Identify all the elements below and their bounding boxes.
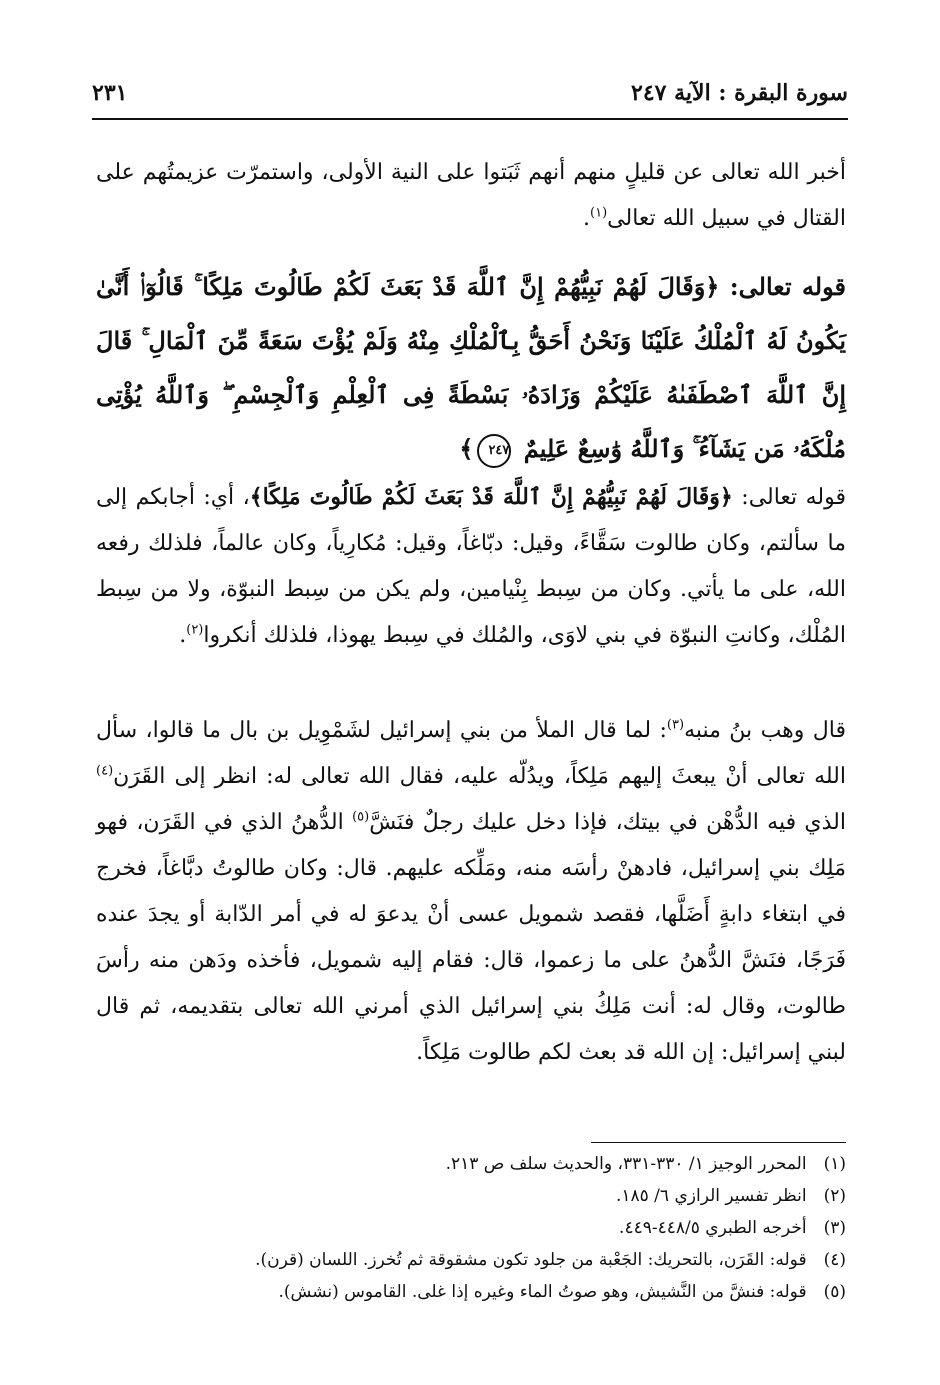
paragraph-1-end: . bbox=[583, 206, 591, 231]
paragraph-1 bbox=[96, 150, 846, 242]
footnote-text: انظر تفسير الرازي ٦/ ١٨٥. bbox=[615, 1186, 807, 1206]
surah-title: سورة البقرة : الآية ٢٤٧ bbox=[631, 80, 848, 106]
footnote-number: (١) bbox=[823, 1154, 846, 1174]
verse-text: ﴿وَقَالَ لَهُمْ نَبِيُّهُمْ إِنَّ ٱللَّهَ قَدْ بَعَثَ لَكُمْ طَالُوتَ مَلِكًا ۚ قَالُوٓا۟ أَنَّىٰ يَكُونُ لَهُ ٱلْمُلْكُ عَلَيْنَا وَنَحْنُ أَحَقُّ بِٱلْمُلْكِ مِنْهُ وَلَمْ يُؤْتَ سَعَةً مِّنَ ٱلْمَالِ ۚ قَالَ إِنَّ ٱللَّهَ ٱصْطَفَىٰهُ عَلَيْكُمْ وَزَادَهُۥ بَسْطَةً فِى ٱلْعِلْمِ وَٱلْجِسْمِ ۖ وَٱللَّهُ يُؤْتِى مُلْكَهُۥ مَن يَشَآءُ ۚ وَٱللَّهُ وَٰسِعٌ عَلِيمٌ bbox=[96, 272, 846, 463]
paragraph-3-s3: الذي فيه الدُّهْن في بيتك، فإذا دخل عليك رجلٌ فنَشَّ bbox=[369, 810, 846, 835]
footnote-item bbox=[150, 1180, 846, 1212]
footnote-ref-2[interactable]: (٢) bbox=[186, 622, 204, 638]
footnote-ref-5[interactable]: (٥) bbox=[352, 809, 370, 825]
footnote-ref-4[interactable]: (٤) bbox=[96, 763, 114, 779]
paragraph-3-s1: قال وهب بنُ منبه bbox=[684, 718, 846, 743]
paragraph-3-s2: : لما قال الملأ من بني إسرائيل لشَمْوِيل بن بال ما قالوا، سأل الله تعالى أنْ يبعثَ إليهم مَلِكاً، ويدُلّه عليه، فقال الله تعالى له: انظر إلى القَرَن bbox=[96, 718, 846, 789]
footnote-number: (٥) bbox=[823, 1282, 846, 1302]
footnote-text: المحرر الوجيز ١/ ٣٣٠-٣٣١، والحديث سلف ص ٢١٣. bbox=[445, 1154, 807, 1174]
verse-lead: قوله تعالى: bbox=[729, 272, 846, 301]
paragraph-2-lead: قوله تعالى: bbox=[741, 485, 847, 510]
page-number: ٢٣١ bbox=[92, 80, 128, 106]
running-header bbox=[92, 74, 848, 120]
footnote-number: (٤) bbox=[823, 1250, 846, 1270]
footnote-item bbox=[150, 1148, 846, 1180]
paragraph-2-quote: ﴿وَقَالَ لَهُمْ نَبِيُّهُمْ إِنَّ ٱللَّهَ قَدْ بَعَثَ لَكُمْ طَالُوتَ مَلِكًا﴾ bbox=[249, 484, 733, 510]
paragraph-2 bbox=[96, 474, 846, 659]
footnote-text: أخرجه الطبري ٤٤٨/٥-٤٤٩. bbox=[619, 1218, 807, 1238]
footnote-separator bbox=[591, 1142, 846, 1143]
footnote-item bbox=[150, 1212, 846, 1244]
ayah-number-marker: ٢٤٧ bbox=[477, 434, 511, 468]
paragraph-1-text: أخبر الله تعالى عن قليلٍ منهم أنهم ثَبَتوا على النية الأولى، واستمرّت عزيمتُهم على القتال في سبيل الله تعالى bbox=[96, 160, 846, 231]
footnote-ref-3[interactable]: (٣) bbox=[666, 717, 685, 733]
footnote-item bbox=[150, 1276, 846, 1308]
footnotes-list bbox=[150, 1148, 846, 1308]
footnote-number: (٢) bbox=[823, 1186, 846, 1206]
footnote-text: قوله: فنشَّ من النَّشيش، وهو صوتُ الماء وغيره إذا غلى. القاموس (نشش). bbox=[278, 1282, 807, 1302]
quran-verse-block bbox=[96, 260, 846, 476]
paragraph-3 bbox=[96, 708, 846, 1076]
paragraph-3-s4: الدُّهنُ الذي في القَرَن، فهو مَلِك بني إسرائيل، فادهنْ رأسَه منه، ومَلِّكه عليهم. قال: وكان طالوتُ دبَّاغاً، فخرج في ابتغاء دابةٍ أَضَلَّها، فقصد شمويل عسى أنْ يدعوَ له في أمر الدّابة أو يجدَ عنده فَرَجًا، فنَشَّ الدُّهنُ على ما زعموا، قال: فقام إليه شمويل، فأخذه ودَهن منه رأسَ طالوت، وقال له: أنت مَلِكُ بني إسرائيل الذي أمرني الله تعالى بتقديمه، ثم قال لبني إسرائيل: إن الله قد بعث لكم طالوت مَلِكاً. bbox=[96, 810, 846, 1065]
footnote-text: قوله: القَرَن، بالتحريك: الجَعْبة من جلود تكون مشقوقة ثم تُخرز. اللسان (قرن). bbox=[255, 1250, 807, 1270]
verse-close-bracket: ﴾ bbox=[459, 434, 474, 463]
footnote-item bbox=[150, 1244, 846, 1276]
paragraph-2-end: . bbox=[179, 623, 187, 648]
paragraph-2-text: ، أي: أجابكم إلى ما سألتم، وكان طالوت سَقَّاءً، وقيل: دبّاغاً، وقيل: مُكارِياً، وكان عالماً، فلذلك رفعه الله، على ما يأتي. وكان من سِبط بِنْيامين، ولم يكن من سِبط النبوّة، ولا من سِبط المُلْك، وكانتِ النبوّة في بني لاوَى، والمُلك في سِبط يهوذا، فلذلك أنكروا bbox=[96, 485, 846, 648]
footnote-ref-1[interactable]: (١) bbox=[590, 205, 608, 221]
footnote-number: (٣) bbox=[823, 1218, 846, 1238]
